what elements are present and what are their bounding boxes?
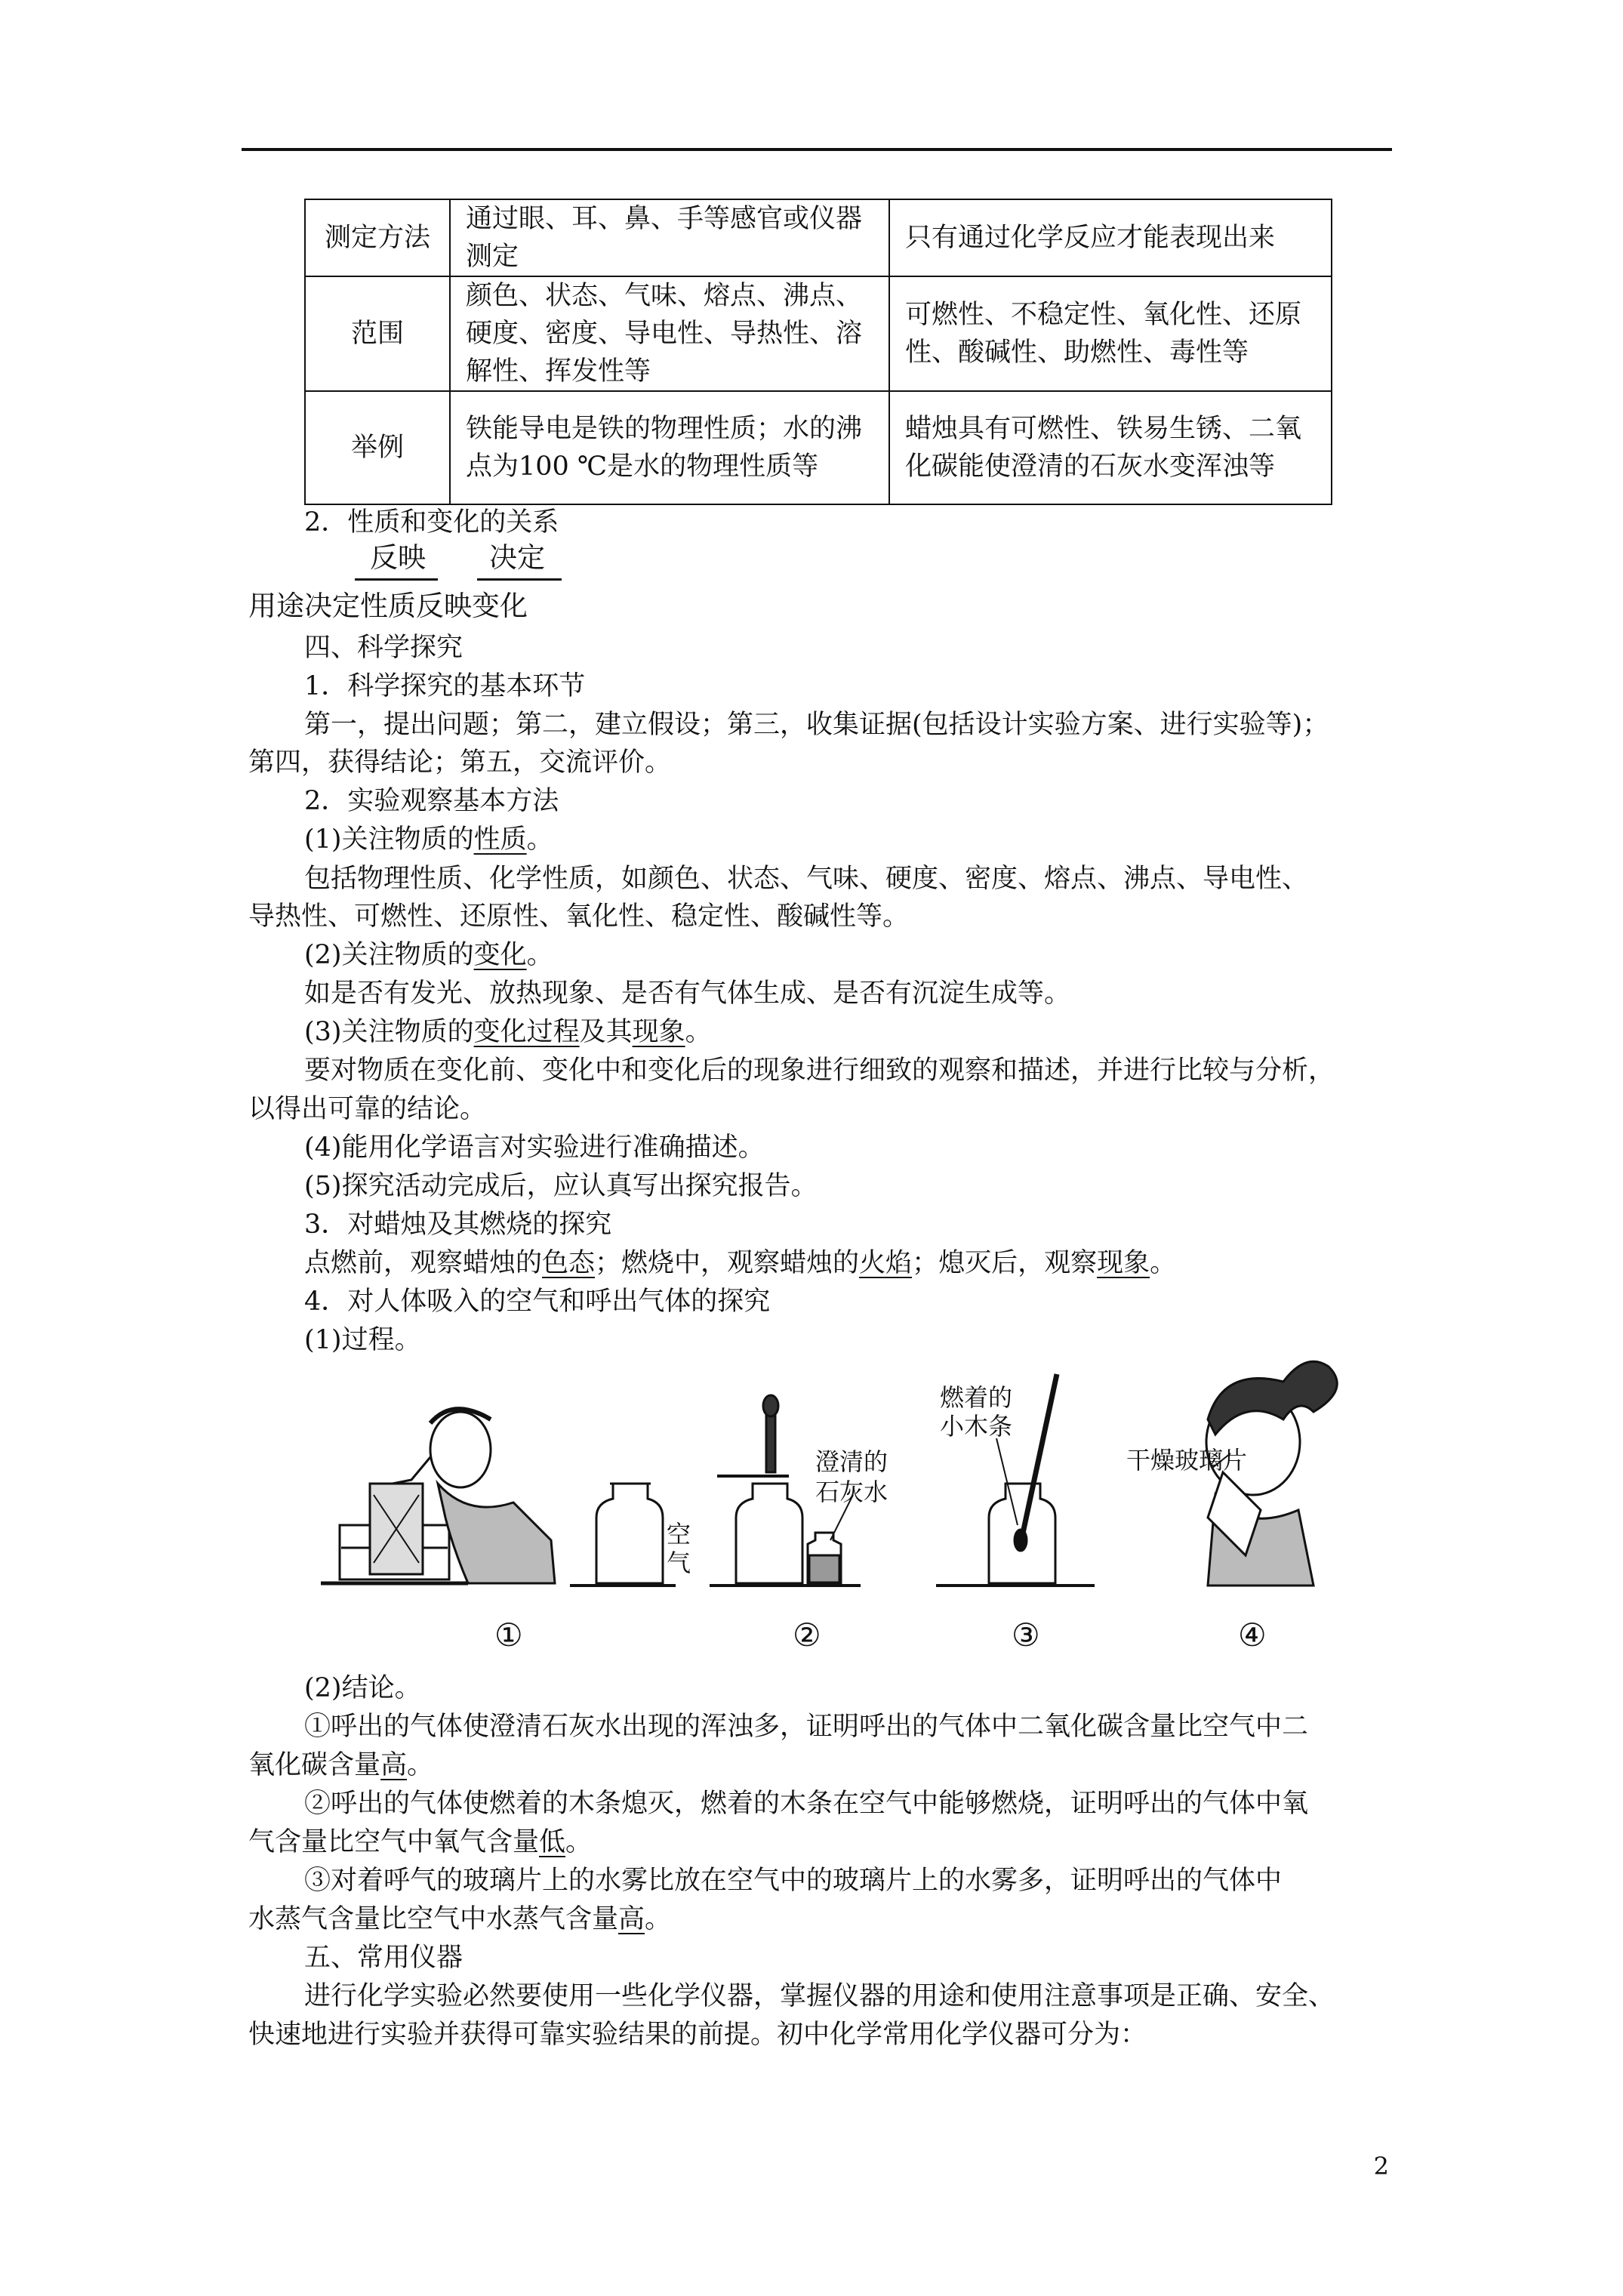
paragraph-line: 进行化学实验必然要使用一些化学仪器，掌握仪器的用途和使用注意事项是正确、安全、 [304, 1981, 1335, 2011]
row-label: 举例 [305, 391, 450, 504]
item-line [248, 1900, 671, 1938]
item-line [248, 1823, 592, 1861]
label-air-1: 空 [667, 1520, 691, 1549]
page-number: 2 [1373, 2152, 1389, 2180]
text: 。 [407, 1750, 434, 1780]
word-change: 变化 [472, 590, 528, 622]
section-heading: 四、科学探究 [304, 633, 463, 663]
word-determine: 决定 [304, 590, 360, 622]
paragraph-line: ③对着呼气的玻璃片上的水雾比放在空气中的玻璃片上的水雾多，证明呼出的气体中 [304, 1866, 1283, 1896]
text: 及其 [579, 1017, 633, 1047]
text: ；熄灭后，观察 [912, 1248, 1098, 1278]
text: 。 [685, 1017, 712, 1047]
underlined-answer: 低 [539, 1827, 566, 1857]
section-heading: 2．性质和变化的关系 [304, 507, 559, 538]
underlined-answer: 高 [380, 1750, 408, 1780]
word-property: 性质 [360, 590, 416, 622]
text: 点燃前，观察蜡烛的 [304, 1248, 543, 1278]
paragraph-line: ①呼出的气体使澄清石灰水出现的浑浊多，证明呼出的气体中二氧化碳含量比空气中二 [304, 1712, 1309, 1742]
text: 。 [1150, 1248, 1177, 1278]
text: 。 [645, 1904, 672, 1934]
text: (2)关注物质的 [304, 940, 474, 970]
row-label: 范围 [305, 276, 450, 391]
paragraph-line: 包括物理性质、化学性质，如颜色、状态、气味、硬度、密度、熔点、沸点、导电性、 [304, 864, 1309, 894]
subheading: 3．对蜡烛及其燃烧的探究 [304, 1210, 612, 1240]
text: 。 [565, 1827, 593, 1857]
chemical-cell: 可燃性、不稳定性、氧化性、还原性、酸碱性、助燃性、毒性等 [889, 276, 1332, 391]
item-line [248, 1746, 433, 1784]
underlined-answer: 色态 [542, 1248, 596, 1278]
paragraph-line: ②呼出的气体使燃着的木条熄灭，燃着的木条在空气中能够燃烧，证明呼出的气体中氧 [304, 1789, 1309, 1819]
physical-cell: 铁能导电是铁的物理性质；水的沸点为100 ℃是水的物理性质等 [450, 391, 889, 504]
paragraph-line: 导热性、可燃性、还原性、氧化性、稳定性、酸碱性等。 [248, 901, 910, 932]
paragraph-line: 以得出可靠的结论。 [248, 1094, 487, 1124]
subheading: (2)结论。 [304, 1673, 421, 1703]
paragraph-line: (1)过程。 [304, 1325, 421, 1355]
label-air-2: 气 [667, 1549, 691, 1577]
figure-number-2: ② [793, 1616, 821, 1653]
word-reflect: 反映 [416, 590, 472, 622]
label-limewater-2: 石灰水 [815, 1478, 888, 1506]
underlined-answer: 高 [618, 1904, 645, 1934]
paragraph-line: 如是否有发光、放热现象、是否有气体生成、是否有沉淀生成等。 [304, 978, 1071, 1009]
paragraph-line: 要对物质在变化前、变化中和变化后的现象进行细致的观察和描述，并进行比较与分析， [304, 1056, 1335, 1086]
text: ；燃烧中，观察蜡烛的 [595, 1248, 860, 1278]
label-limewater-1: 澄清的 [815, 1447, 888, 1476]
underlined-answer: 现象 [632, 1017, 685, 1047]
air-bottle [570, 1484, 676, 1586]
row-label: 测定方法 [305, 199, 450, 276]
label-stick-1: 燃着的 [940, 1383, 1013, 1412]
person-blowing-illustration [321, 1409, 555, 1583]
arrow-label-determine: 决定 [489, 541, 545, 574]
subheading: 1．科学探究的基本环节 [304, 671, 586, 701]
chemical-cell: 蜡烛具有可燃性、铁易生锈、二氧化碳能使澄清的石灰水变浑浊等 [889, 391, 1332, 504]
chemical-cell: 只有通过化学反应才能表现出来 [889, 199, 1332, 276]
subheading: 2．实验观察基本方法 [304, 786, 559, 816]
text: 气含量比空气中氧气含量 [248, 1827, 540, 1857]
text: 。 [526, 940, 553, 970]
arrow-label-reflect: 反映 [370, 541, 426, 574]
underlined-answer: 火焰 [859, 1248, 913, 1278]
figure-number-4: ④ [1238, 1616, 1267, 1653]
underlined-answer: 现象 [1097, 1248, 1150, 1278]
physical-cell: 通过眼、耳、鼻、手等感官或仪器测定 [450, 199, 889, 276]
label-stick-2: 小木条 [940, 1412, 1013, 1441]
text: (1)关注物质的 [304, 824, 474, 855]
label-glass: 干燥玻璃片 [1126, 1446, 1248, 1475]
text: 水蒸气含量比空气中水蒸气含量 [248, 1904, 619, 1934]
underlined-answer: 变化 [473, 940, 527, 970]
word-use: 用途 [248, 590, 304, 622]
subheading: 4．对人体吸入的空气和呼出气体的探究 [304, 1287, 771, 1317]
text: 。 [526, 824, 553, 855]
physical-cell: 颜色、状态、气味、熔点、沸点、硬度、密度、导电性、导热性、溶解性、挥发性等 [450, 276, 889, 391]
text: 氧化碳含量 [248, 1750, 381, 1780]
text: (3)关注物质的 [304, 1017, 474, 1047]
underlined-answer: 变化过程 [473, 1017, 580, 1047]
paragraph-line: (5)探究活动完成后，应认真写出探究报告。 [304, 1171, 818, 1201]
paragraph-line: 第四，获得结论；第五，交流评价。 [248, 747, 672, 778]
underlined-answer: 性质 [473, 824, 527, 855]
paragraph-line: 快速地进行实验并获得可靠实验结果的前提。初中化学常用化学仪器可分为： [248, 2020, 1147, 2050]
figure-number-3: ③ [1012, 1616, 1040, 1653]
paragraph-line: 第一，提出问题；第二，建立假设；第三，收集证据(包括设计实验方案、进行实验等)； [304, 710, 1329, 740]
section-heading: 五、常用仪器 [304, 1943, 463, 1973]
figure-number-1: ① [494, 1616, 523, 1653]
paragraph-line: (4)能用化学语言对实验进行准确描述。 [304, 1133, 765, 1163]
